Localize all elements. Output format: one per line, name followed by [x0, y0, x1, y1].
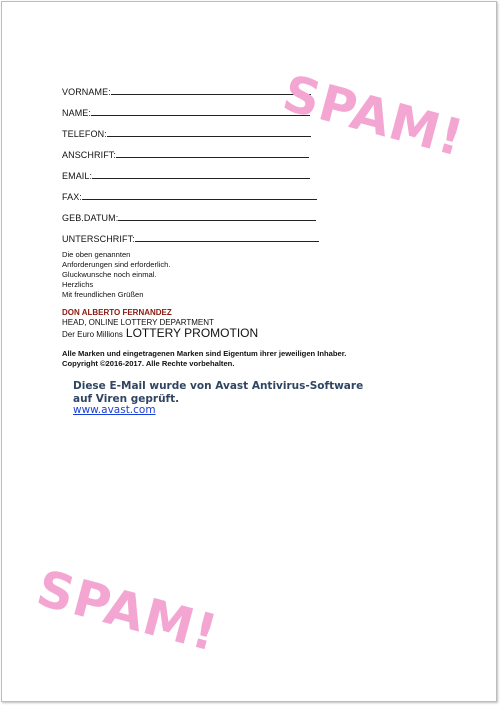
field-label: NAME: [62, 108, 92, 118]
field-line [107, 136, 311, 137]
field-line [92, 178, 310, 179]
legal-notice [62, 349, 346, 369]
field-label: VORNAME: [62, 87, 111, 97]
document-page [1, 1, 497, 702]
field-label: GEB.DATUM: [62, 213, 119, 223]
form-field-vorname[interactable] [62, 85, 311, 97]
field-label: FAX: [62, 192, 82, 202]
closing-line: Mit freundlichen Grüßen [62, 290, 144, 299]
closing-text [62, 250, 171, 300]
field-label: EMAIL: [62, 171, 93, 181]
field-line [116, 157, 309, 158]
avast-notice [73, 380, 363, 406]
promo-main: LOTTERY PROMOTION [125, 326, 259, 340]
form-field-anschrift[interactable] [62, 148, 309, 160]
closing-line: Anforderungen sind erforderlich. [62, 260, 171, 269]
closing-line: Herzlichs [62, 280, 94, 289]
field-line [91, 115, 310, 116]
sender-name: DON ALBERTO FERNANDEZ [62, 308, 172, 317]
field-label: UNTERSCHRIFT: [62, 234, 135, 244]
spam-stamp-top: SPAM! [276, 64, 471, 168]
field-label: ANSCHRIFT: [62, 150, 117, 160]
promo-line [62, 326, 258, 340]
form-field-telefon[interactable] [62, 127, 311, 139]
sender-title: HEAD, ONLINE LOTTERY DEPARTMENT [62, 318, 214, 327]
field-line [82, 199, 317, 200]
avast-line: auf Viren geprüft. [73, 393, 180, 405]
field-line [111, 94, 311, 95]
avast-line: Diese E-Mail wurde von Avast Antivirus-Software [73, 380, 364, 392]
form-field-fax[interactable] [62, 190, 317, 202]
avast-link[interactable]: www.avast.com [73, 404, 156, 416]
form-field-unterschrift[interactable] [62, 232, 319, 244]
form-field-name[interactable] [62, 106, 310, 118]
form-field-geb-datum[interactable] [62, 211, 316, 223]
legal-line: Copyright ©2016-2017. Alle Rechte vorbehalten. [62, 359, 235, 368]
field-line [118, 220, 316, 221]
closing-line: Die oben genannten [62, 250, 131, 259]
closing-line: Gluckwunsche noch einmal. [62, 270, 157, 279]
form-field-email[interactable] [62, 169, 310, 181]
field-line [135, 241, 319, 242]
legal-line: Alle Marken und eingetragenen Marken sind Eigentum ihrer jeweiligen Inhaber. [62, 349, 347, 358]
promo-prefix: Der Euro Millions [62, 330, 123, 339]
field-label: TELEFON: [62, 129, 107, 139]
spam-stamp-bottom: SPAM! [30, 559, 225, 663]
